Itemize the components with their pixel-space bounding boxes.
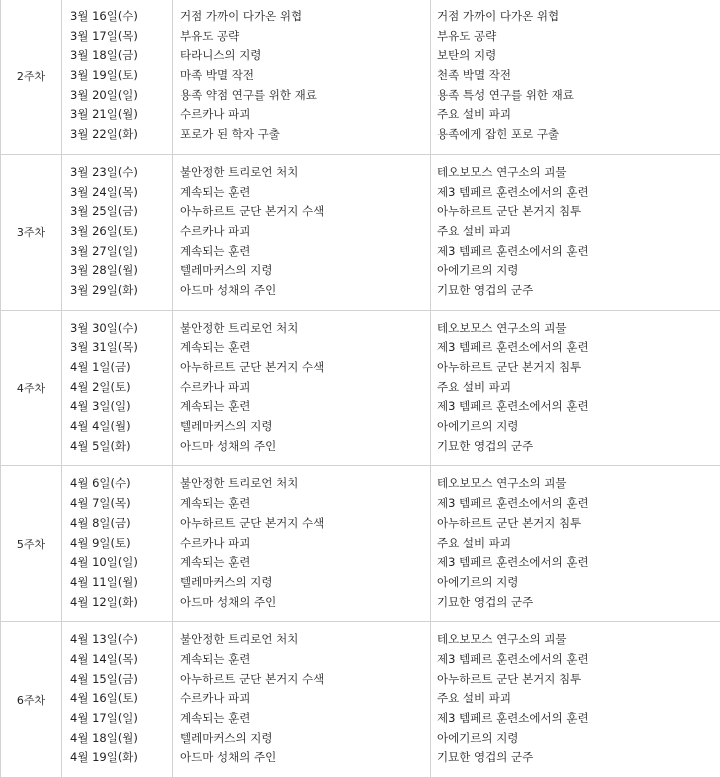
week-label: 3주차: [1, 154, 62, 310]
date-entry: 3월 25일(금): [62, 202, 172, 222]
quest-entry-b: 주요 설비 파괴: [431, 534, 720, 554]
quest-entry-a: 용족 약점 연구를 위한 재료: [173, 86, 430, 106]
quest-entry-b: 아에기르의 지령: [431, 573, 720, 593]
quest-entry-a: 텔레마커스의 지령: [173, 261, 430, 281]
quest-entry-b: 아에기르의 지령: [431, 417, 720, 437]
quest-entry-a: 계속되는 훈련: [173, 242, 430, 262]
date-entry: 3월 26일(토): [62, 222, 172, 242]
date-entry: 3월 24일(목): [62, 183, 172, 203]
date-cell: [62, 310, 173, 466]
quest-entry-b: 아에기르의 지령: [431, 261, 720, 281]
date-entry: 4월 7일(목): [62, 494, 172, 514]
date-cell: [62, 466, 173, 622]
table-row: [1, 466, 720, 622]
quest-entry-a: 수르카나 파괴: [173, 222, 430, 242]
date-cell: [62, 622, 173, 778]
date-entry: 3월 23일(수): [62, 163, 172, 183]
date-entry: 4월 18일(월): [62, 729, 172, 749]
quest-entry-a: 계속되는 훈련: [173, 338, 430, 358]
quest-entry-b: 테오보모스 연구소의 괴물: [431, 163, 720, 183]
quest-cell-b: [431, 0, 720, 154]
date-entry: 3월 18일(금): [62, 46, 172, 66]
quest-entry-a: 계속되는 훈련: [173, 553, 430, 573]
date-entry: 3월 30일(수): [62, 319, 172, 339]
quest-entry-b: 제3 템페르 훈련소에서의 훈련: [431, 553, 720, 573]
date-entry: 3월 19일(토): [62, 66, 172, 86]
quest-entry-b: 아누하르트 군단 본거지 침투: [431, 202, 720, 222]
quest-entry-b: 제3 템페르 훈련소에서의 훈련: [431, 338, 720, 358]
date-cell: [62, 154, 173, 310]
date-entry: 4월 1일(금): [62, 358, 172, 378]
quest-cell-a: [173, 154, 431, 310]
quest-entry-a: 아누하르트 군단 본거지 수색: [173, 358, 430, 378]
quest-cell-b: [431, 466, 720, 622]
quest-entry-a: 마족 박멸 작전: [173, 66, 430, 86]
quest-entry-a: 텔레마커스의 지령: [173, 417, 430, 437]
date-entry: 4월 9일(토): [62, 534, 172, 554]
date-entry: 3월 31일(목): [62, 338, 172, 358]
quest-entry-b: 테오보모스 연구소의 괴물: [431, 630, 720, 650]
date-entry: 3월 22일(화): [62, 125, 172, 145]
week-label: 5주차: [1, 466, 62, 622]
quest-entry-b: 아누하르트 군단 본거지 침투: [431, 670, 720, 690]
quest-entry-b: 아누하르트 군단 본거지 침투: [431, 358, 720, 378]
quest-entry-b: 기묘한 영겁의 군주: [431, 748, 720, 768]
quest-entry-a: 수르카나 파괴: [173, 689, 430, 709]
quest-entry-b: 주요 설비 파괴: [431, 378, 720, 398]
quest-entry-a: 불안정한 트리로언 처치: [173, 630, 430, 650]
date-entry: 4월 12일(화): [62, 593, 172, 613]
table-row: [1, 0, 720, 154]
quest-entry-a: 불안정한 트리로언 처치: [173, 474, 430, 494]
quest-entry-b: 아에기르의 지령: [431, 729, 720, 749]
date-entry: 3월 27일(일): [62, 242, 172, 262]
quest-cell-b: [431, 154, 720, 310]
quest-entry-a: 아누하르트 군단 본거지 수색: [173, 202, 430, 222]
date-entry: 4월 14일(목): [62, 650, 172, 670]
quest-entry-b: 제3 템페르 훈련소에서의 훈련: [431, 242, 720, 262]
date-entry: 3월 17일(목): [62, 27, 172, 47]
quest-entry-a: 부유도 공략: [173, 27, 430, 47]
quest-entry-b: 기묘한 영겁의 군주: [431, 593, 720, 613]
date-entry: 3월 28일(월): [62, 261, 172, 281]
quest-entry-b: 주요 설비 파괴: [431, 689, 720, 709]
date-entry: 3월 21일(월): [62, 105, 172, 125]
quest-entry-b: 기묘한 영겁의 군주: [431, 437, 720, 457]
quest-entry-a: 불안정한 트리로언 처치: [173, 319, 430, 339]
quest-entry-b: 천족 박멸 작전: [431, 66, 720, 86]
table-row: [1, 622, 720, 778]
quest-entry-b: 제3 템페르 훈련소에서의 훈련: [431, 650, 720, 670]
quest-entry-a: 수르카나 파괴: [173, 378, 430, 398]
quest-entry-b: 용족 특성 연구를 위한 재료: [431, 86, 720, 106]
table-row: [1, 310, 720, 466]
quest-entry-a: 계속되는 훈련: [173, 650, 430, 670]
date-entry: 4월 5일(화): [62, 437, 172, 457]
date-cell: [62, 0, 173, 154]
quest-entry-b: 제3 템페르 훈련소에서의 훈련: [431, 494, 720, 514]
quest-entry-b: 아누하르트 군단 본거지 침투: [431, 514, 720, 534]
date-entry: 3월 16일(수): [62, 7, 172, 27]
quest-entry-a: 포로가 된 학자 구출: [173, 125, 430, 145]
quest-cell-a: [173, 466, 431, 622]
date-entry: 4월 8일(금): [62, 514, 172, 534]
date-entry: 3월 29일(화): [62, 281, 172, 301]
quest-entry-a: 텔레마커스의 지령: [173, 573, 430, 593]
quest-cell-b: [431, 310, 720, 466]
quest-entry-b: 용족에게 잡힌 포로 구출: [431, 125, 720, 145]
quest-cell-a: [173, 622, 431, 778]
week-label: 4주차: [1, 310, 62, 466]
quest-entry-a: 수르카나 파괴: [173, 534, 430, 554]
quest-entry-b: 테오보모스 연구소의 괴물: [431, 474, 720, 494]
week-label: 6주차: [1, 622, 62, 778]
date-entry: 4월 10일(일): [62, 553, 172, 573]
quest-entry-a: 계속되는 훈련: [173, 494, 430, 514]
quest-entry-a: 아누하르트 군단 본거지 수색: [173, 670, 430, 690]
quest-entry-a: 계속되는 훈련: [173, 183, 430, 203]
quest-cell-a: [173, 0, 431, 154]
table-row: [1, 154, 720, 310]
date-entry: 4월 15일(금): [62, 670, 172, 690]
date-entry: 4월 19일(화): [62, 748, 172, 768]
date-entry: 3월 20일(일): [62, 86, 172, 106]
quest-entry-b: 기묘한 영겁의 군주: [431, 281, 720, 301]
quest-entry-a: 텔레마커스의 지령: [173, 729, 430, 749]
date-entry: 4월 4일(월): [62, 417, 172, 437]
quest-entry-a: 아드마 성채의 주인: [173, 593, 430, 613]
quest-entry-a: 계속되는 훈련: [173, 397, 430, 417]
quest-entry-b: 제3 템페르 훈련소에서의 훈련: [431, 183, 720, 203]
quest-entry-a: 수르카나 파괴: [173, 105, 430, 125]
quest-entry-b: 테오보모스 연구소의 괴물: [431, 319, 720, 339]
date-entry: 4월 2일(토): [62, 378, 172, 398]
date-entry: 4월 13일(수): [62, 630, 172, 650]
quest-entry-a: 타라니스의 지령: [173, 46, 430, 66]
quest-cell-b: [431, 622, 720, 778]
date-entry: 4월 3일(일): [62, 397, 172, 417]
quest-entry-a: 아누하르트 군단 본거지 수색: [173, 514, 430, 534]
date-entry: 4월 6일(수): [62, 474, 172, 494]
date-entry: 4월 11일(월): [62, 573, 172, 593]
quest-entry-b: 주요 설비 파괴: [431, 222, 720, 242]
quest-entry-a: 계속되는 훈련: [173, 709, 430, 729]
quest-entry-b: 보탄의 지령: [431, 46, 720, 66]
quest-cell-a: [173, 310, 431, 466]
quest-entry-b: 부유도 공략: [431, 27, 720, 47]
quest-entry-b: 제3 템페르 훈련소에서의 훈련: [431, 397, 720, 417]
quest-entry-a: 아드마 성채의 주인: [173, 281, 430, 301]
date-entry: 4월 16일(토): [62, 689, 172, 709]
quest-entry-b: 주요 설비 파괴: [431, 105, 720, 125]
quest-entry-a: 아드마 성채의 주인: [173, 748, 430, 768]
quest-entry-a: 불안정한 트리로언 처치: [173, 163, 430, 183]
week-label: 2주차: [1, 0, 62, 154]
quest-entry-b: 거점 가까이 다가온 위협: [431, 7, 720, 27]
date-entry: 4월 17일(일): [62, 709, 172, 729]
table-body: [1, 0, 720, 778]
quest-entry-b: 제3 템페르 훈련소에서의 훈련: [431, 709, 720, 729]
quest-entry-a: 아드마 성채의 주인: [173, 437, 430, 457]
quest-entry-a: 거점 가까이 다가온 위협: [173, 7, 430, 27]
